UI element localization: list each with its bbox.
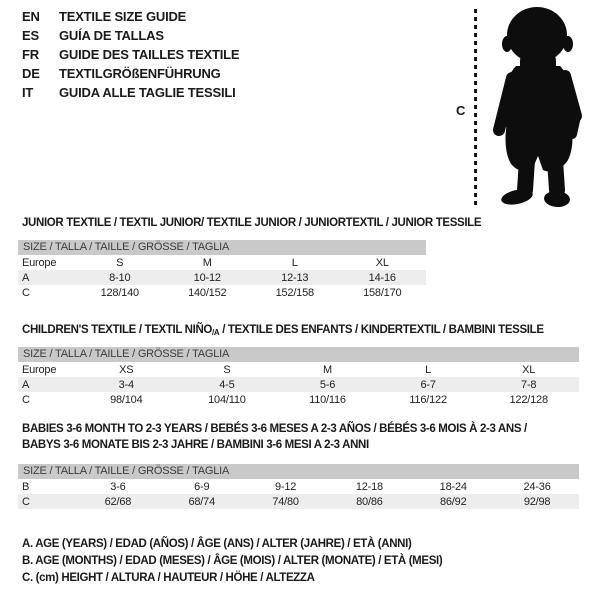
legend — [22, 536, 442, 587]
table-cell: 122/128 — [509, 393, 548, 406]
table-cell: 5-6 — [319, 378, 336, 391]
table-cell: 128/140 — [100, 286, 139, 299]
language-row-en — [22, 7, 239, 26]
legend-line-c: C. (cm) HEIGHT / ALTURA / HAUTEUR / HÖHE / ALTEZZA — [22, 572, 315, 584]
language-code: DE — [22, 66, 40, 81]
children-title-text: / TEXTILE DES ENFANTS / KINDERTEXTIL / BAMBINI TESSILE — [219, 324, 544, 336]
row-label: A — [22, 271, 30, 284]
language-row-fr — [22, 45, 239, 64]
table-cell: S — [223, 363, 231, 376]
table-cell: 3-4 — [118, 378, 134, 391]
size-header-bar: SIZE / TALLA / TAILLE / GRÖSSE / TAGLIA — [18, 240, 426, 255]
table-cell: 62/68 — [104, 495, 132, 508]
table-row — [18, 377, 579, 392]
language-title: GUÍA DE TALLAS — [59, 28, 164, 43]
language-row-it — [22, 83, 239, 102]
table-cell: 12-13 — [281, 271, 309, 284]
table-cell: 6-7 — [420, 378, 436, 391]
table-cell: 24-36 — [523, 480, 551, 493]
table-cell: 8-10 — [109, 271, 131, 284]
row-label: C — [22, 286, 30, 299]
language-title: GUIDE DES TAILLES TEXTILE — [59, 47, 240, 62]
table-cell: 10-12 — [193, 271, 221, 284]
babies-title-line2: BABYS 3-6 MONATE BIS 2-3 JAHRE / BAMBINI 3-6 MESI A 2-3 ANNI — [22, 439, 369, 451]
table-row — [18, 392, 579, 407]
table-cell: 4-5 — [219, 378, 235, 391]
height-dashed-line — [474, 9, 477, 205]
table-cell: 9-12 — [274, 480, 297, 493]
legend-line-a: A. AGE (YEARS) / EDAD (AÑOS) / ÂGE (ANS) / ALTER (JAHRE) / ETÀ (ANNI) — [22, 538, 412, 550]
table-cell: 104/110 — [208, 393, 246, 406]
table-cell: 6-9 — [194, 480, 210, 493]
table-cell: 18-24 — [439, 480, 467, 493]
height-measure-label: C — [456, 103, 466, 118]
children-table-title — [22, 322, 544, 341]
babies-size-table — [18, 464, 579, 509]
table-cell: 92/98 — [523, 495, 551, 508]
table-cell: 68/74 — [188, 495, 215, 508]
baby-silhouette-icon — [486, 4, 598, 208]
children-size-table — [18, 347, 579, 407]
table-cell: 152/158 — [275, 286, 314, 299]
table-cell: M — [323, 363, 332, 376]
table-cell: 116/122 — [409, 393, 447, 406]
table-cell: M — [202, 256, 212, 269]
table-row — [18, 479, 579, 494]
language-title: TEXTILE SIZE GUIDE — [59, 9, 187, 24]
table-cell: 74/80 — [272, 495, 299, 508]
table-cell: 110/116 — [309, 393, 346, 406]
language-title: TEXTILGRÖßENFÜHRUNG — [59, 66, 221, 81]
table-cell: 158/170 — [363, 286, 402, 299]
table-row — [18, 270, 426, 285]
size-header-bar: SIZE / TALLA / TAILLE / GRÖSSE / TAGLIA — [18, 347, 579, 362]
table-row — [18, 285, 426, 300]
table-cell: 12-18 — [355, 480, 383, 493]
row-label: C — [22, 495, 30, 508]
legend-line-b: B. AGE (MONTHS) / EDAD (MESES) / ÂGE (MOIS) / ALTER (MONATE) / ETÀ (MESI) — [22, 555, 443, 567]
language-code: EN — [22, 9, 40, 24]
table-cell: 7-8 — [521, 378, 537, 391]
table-cell: L — [291, 256, 298, 269]
row-label: Europe — [22, 256, 57, 269]
table-cell: 3-6 — [110, 480, 126, 493]
language-row-de — [22, 64, 239, 83]
table-cell: XS — [119, 363, 134, 376]
table-row — [18, 255, 426, 270]
table-row — [18, 362, 579, 377]
language-code: ES — [22, 28, 39, 43]
table-cell: 80/86 — [356, 495, 383, 508]
table-cell: 14-16 — [368, 271, 396, 284]
language-title: GUIDA ALLE TAGLIE TESSILI — [59, 85, 236, 100]
language-code: IT — [22, 85, 34, 100]
table-cell: XL — [375, 256, 389, 269]
table-row — [18, 494, 579, 509]
language-list — [22, 7, 239, 102]
table-cell: 98/104 — [110, 393, 143, 406]
babies-table-title — [22, 421, 527, 453]
babies-title-line1: BABIES 3-6 MONTH TO 2-3 YEARS / BEBÉS 3-6 MESES A 2-3 AÑOS / BÉBÉS 3-6 MOIS À 2-3 ANS / — [22, 423, 527, 435]
row-label: C — [22, 393, 30, 406]
size-header-bar: SIZE / TALLA / TAILLE / GRÖSSE / TAGLIA — [18, 464, 579, 479]
table-cell: 140/152 — [188, 286, 227, 299]
row-label: A — [22, 378, 30, 391]
row-label: Europe — [22, 363, 57, 376]
children-title-subscript: /A — [212, 328, 220, 337]
children-title-text: CHILDREN'S TEXTILE / TEXTIL NIÑO — [22, 324, 213, 336]
junior-table-title: JUNIOR TEXTILE / TEXTIL JUNIOR/ TEXTILE JUNIOR / JUNIORTEXTIL / JUNIOR TESSILE — [22, 217, 482, 229]
row-label: B — [22, 480, 30, 493]
table-cell: L — [425, 363, 432, 376]
table-cell: 86/92 — [439, 495, 467, 508]
language-row-es — [22, 26, 239, 45]
junior-size-table — [18, 240, 426, 300]
table-cell: S — [116, 256, 124, 269]
table-cell: XL — [522, 363, 536, 376]
language-code: FR — [22, 47, 39, 62]
